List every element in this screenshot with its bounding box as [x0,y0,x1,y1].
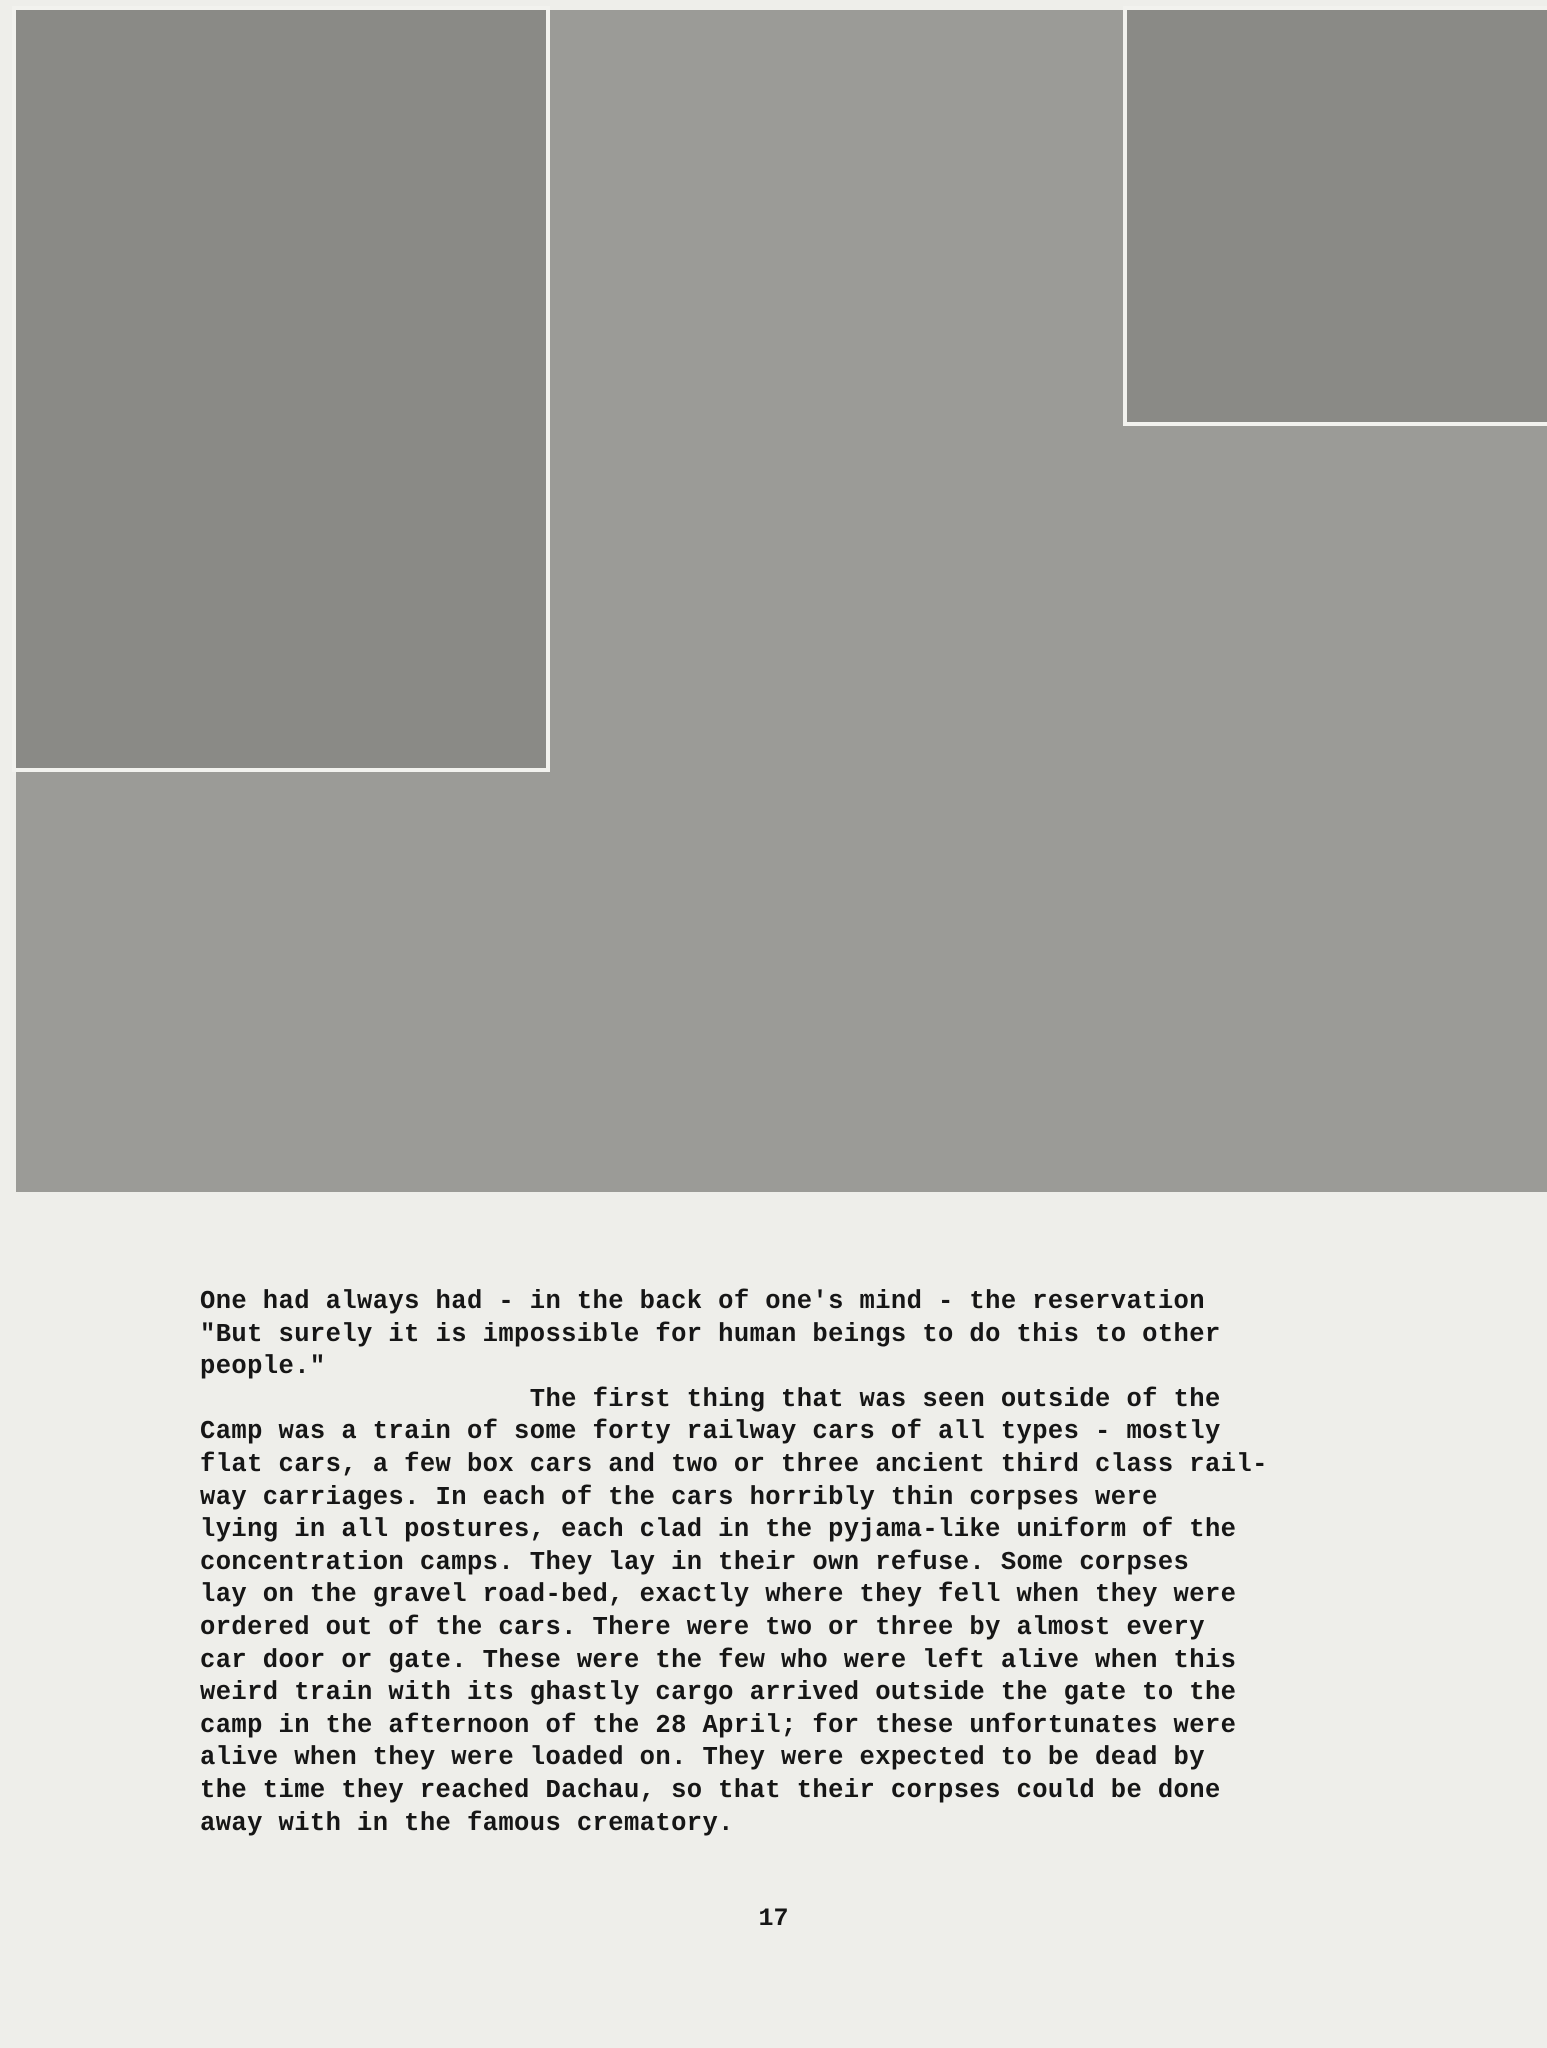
paragraph: One had always had - in the back of one's mind - the reservation "But surely it is impossible for human beings to do this to other people." [200,1287,1221,1382]
inset-photograph-right [1127,10,1547,422]
paragraph: The first thing that was seen outside of the Camp was a train of some forty railway cars of all types - mostly flat cars, a few box cars and two or three ancient third class rail- way carriages. In each of the cars horribly thin corpses were lying in all postures, each clad in the pyjama-like uniform of the concentration camps. They lay in their own refuse. Some corpses lay on the gravel road-bed, exactly where they fell when they were ordered out of the cars. There were two or three by almost every car door or gate. These were the few who were left alive when this weird train with its ghastly cargo arrived outside the gate to the camp in the afternoon of the 28 April; for these unfortunates were alive when they were loaded on. They were expected to be dead by the time they reached Dachau, so that their corpses could be done away with in the famous crematory. [200,1384,1268,1838]
page-number: 17 [758,1904,789,1933]
photograph-panel [16,10,1547,1192]
inset-photograph-left [16,10,546,768]
body-text [200,1286,1380,1840]
